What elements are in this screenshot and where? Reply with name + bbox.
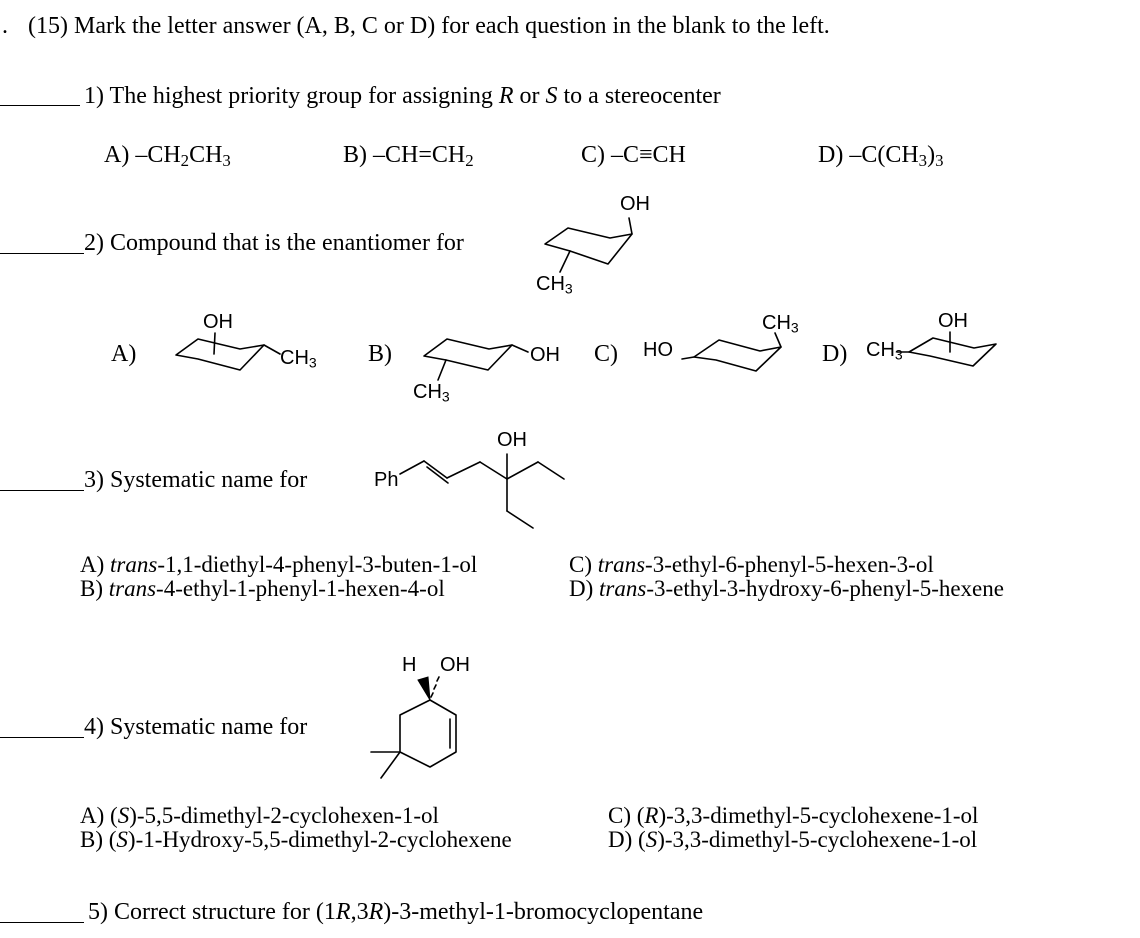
- q4-ring: [400, 700, 456, 767]
- q1-option-b: B) $-CH=CH_2$: [343, 142, 474, 171]
- q4-option-a: A) (S)-5,5-dimethyl-2-cyclohexen-1-ol: [80, 803, 439, 828]
- q2-a-oh-label: OH: [203, 311, 233, 333]
- q5-prompt: 5) Correct structure for (1R,3R)-3-methyl-1-bromocyclopentane: [88, 899, 704, 925]
- q1-prompt: 1) The highest priority group for assigning R or S to a stereocenter: [84, 83, 721, 109]
- q2-d-ch3-label: $CH_3$: [866, 339, 903, 363]
- q3-option-d: D) trans-3-ethyl-3-hydroxy-6-phenyl-5-hexene: [569, 576, 1004, 601]
- question-bullet: .: [2, 13, 8, 39]
- q3-prompt: 3) Systematic name for: [84, 467, 308, 493]
- q4-h-label: H: [402, 654, 417, 676]
- q4-hash-2: [434, 685, 436, 689]
- q4-option-d: D) (S)-3,3-dimethyl-5-cyclohexene-1-ol: [608, 827, 978, 852]
- q2-c-ch3-label: $CH_3$: [762, 312, 799, 336]
- q1-option-d: D) $-C(CH_3)_3$: [818, 142, 944, 171]
- q4-option-b: B) (S)-1-Hydroxy-5,5-dimethyl-2-cyclohexene: [80, 827, 512, 852]
- answer-blank-5[interactable]: [0, 922, 84, 923]
- q3-oh-label: OH: [497, 429, 527, 451]
- q2-given-ch3-label: $CH_3$: [536, 273, 573, 297]
- q3-ph-label: Ph: [374, 469, 399, 491]
- q4-wedge-bond: [418, 677, 430, 700]
- q1-option-c: C) –C≡CH: [581, 142, 686, 168]
- q4-prompt: 4) Systematic name for: [84, 714, 308, 740]
- q2-prompt: 2) Compound that is the enantiomer for: [84, 230, 464, 256]
- q1-option-a: A) $-CH_2CH_3$: [104, 142, 231, 171]
- q4-hash-3: [437, 677, 439, 681]
- q3-option-c: C) trans-3-ethyl-6-phenyl-5-hexen-3-ol: [569, 552, 934, 577]
- q2-a-ch3-label: $CH_3$: [280, 347, 317, 371]
- q2-b-oh-label: OH: [530, 344, 560, 366]
- q2-option-d-letter: D): [822, 341, 848, 367]
- instruction-text: (15) Mark the letter answer (A, B, C or D) for each question in the blank to the left.: [28, 13, 830, 39]
- q2-given-oh-label: OH: [620, 193, 650, 215]
- q2-b-ch3-label: $CH_3$: [413, 381, 450, 405]
- q2-option-c-letter: C): [594, 341, 618, 367]
- q4-oh-label: OH: [440, 654, 470, 676]
- q3-option-a: A) trans-1,1-diethyl-4-phenyl-3-buten-1-ol: [80, 552, 478, 577]
- q2-option-a-letter: A): [111, 341, 137, 367]
- q2-c-ho-label: HO: [643, 339, 673, 361]
- q3-option-b: B) trans-4-ethyl-1-phenyl-1-hexen-4-ol: [80, 576, 445, 601]
- q2-d-oh-label: OH: [938, 310, 968, 332]
- q4-methyl-bond-2: [381, 752, 400, 778]
- q4-option-c: C) (R)-3,3-dimethyl-5-cyclohexene-1-ol: [608, 803, 979, 828]
- q4-hash-1: [431, 693, 433, 697]
- q2-option-b-letter: B): [368, 341, 392, 367]
